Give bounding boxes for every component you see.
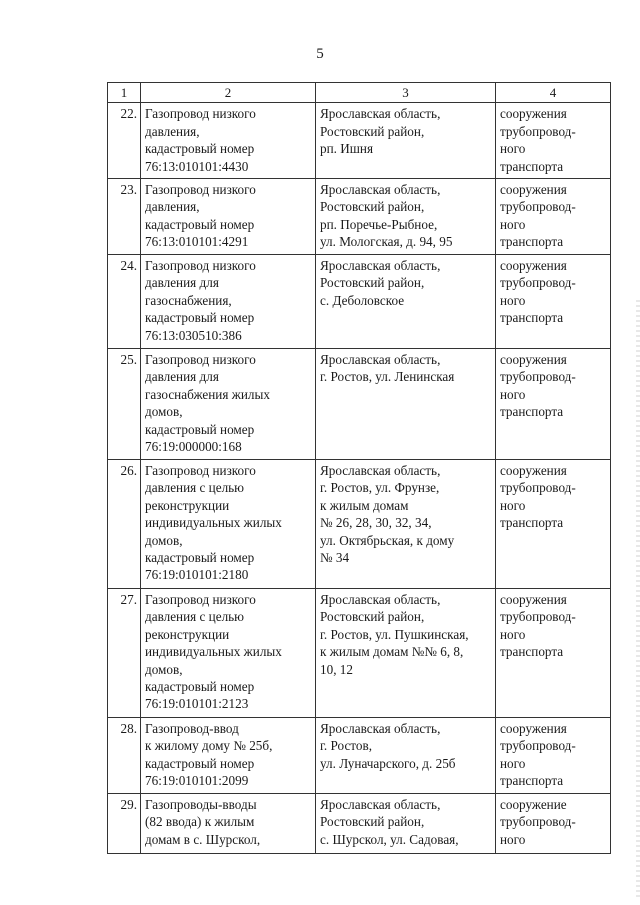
cell-text-line: трубопровод-	[500, 480, 576, 496]
cell-text-line: Ростовский район,	[320, 814, 425, 830]
cell-text-line: 76:13:030510:386	[145, 327, 242, 343]
cell-text-line: домов,	[145, 532, 183, 548]
cell-text-line: рп. Поречье-Рыбное,	[320, 216, 438, 232]
table-row	[108, 349, 611, 460]
cell-object-type	[496, 349, 611, 460]
cell-text-line: г. Ростов,	[320, 738, 373, 754]
cell-text-line: транспорта	[500, 515, 564, 531]
cell-text-line: Газопровод низкого	[145, 106, 256, 122]
cell-text-line: газоснабжения жилых	[145, 386, 270, 402]
cell-text-line: транспорта	[500, 404, 564, 420]
cell-text-line: ного	[500, 626, 526, 642]
cell-text-line: кадастровый номер	[145, 679, 255, 695]
table-row	[108, 460, 611, 589]
column-header-number: 1	[108, 83, 141, 103]
table-header-row	[108, 83, 611, 103]
cell-object-name	[141, 460, 316, 589]
cell-number: 27.	[108, 589, 141, 718]
cell-address	[316, 255, 496, 349]
cell-text-line: реконструкции	[145, 626, 230, 642]
cell-object-name	[141, 794, 316, 854]
cell-text-line: Ростовский район,	[320, 123, 425, 139]
cell-text-line: 76:13:010101:4291	[145, 234, 249, 250]
registry-table	[107, 82, 611, 854]
cell-text-line: давления для	[145, 369, 219, 385]
cell-text-line: реконструкции	[145, 497, 230, 513]
cell-text-line: Ярославская область,	[320, 721, 441, 737]
scan-edge-artifact	[636, 300, 640, 900]
cell-text-line: г. Ростов, ул. Пушкинская,	[320, 626, 469, 642]
cell-text-line: (82 ввода) к жилым	[145, 814, 255, 830]
cell-text-line: Ростовский район,	[320, 609, 425, 625]
cell-object-type	[496, 460, 611, 589]
cell-text-line: к жилым домам	[320, 497, 409, 513]
cell-text-line: кадастровый номер	[145, 550, 255, 566]
cell-text-line: ного	[500, 497, 526, 513]
cell-object-type	[496, 179, 611, 255]
cell-text-line: рп. Ишня	[320, 141, 374, 157]
column-header-address: 3	[316, 83, 496, 103]
cell-text-line: сооружения	[500, 721, 567, 737]
cell-text-line: Газопровод низкого	[145, 592, 256, 608]
cell-text-line: кадастровый номер	[145, 216, 255, 232]
cell-text-line: сооружение	[500, 797, 567, 813]
cell-text-line: транспорта	[500, 158, 564, 174]
table-row	[108, 589, 611, 718]
cell-text-line: трубопровод-	[500, 738, 576, 754]
cell-number: 25.	[108, 349, 141, 460]
cell-text-line: 76:19:010101:2180	[145, 567, 249, 583]
cell-text-line: давления,	[145, 199, 200, 215]
cell-text-line: газоснабжения,	[145, 292, 232, 308]
cell-text-line: г. Ростов, ул. Фрунзе,	[320, 480, 440, 496]
cell-text-line: домов,	[145, 404, 183, 420]
cell-text-line: трубопровод-	[500, 275, 576, 291]
table-row	[108, 718, 611, 794]
cell-text-line: транспорта	[500, 773, 564, 789]
cell-text-line: транспорта	[500, 234, 564, 250]
cell-text-line: 76:19:000000:168	[145, 439, 242, 455]
cell-text-line: Ярославская область,	[320, 797, 441, 813]
cell-text-line: Ярославская область,	[320, 352, 441, 368]
cell-text-line: Ярославская область,	[320, 258, 441, 274]
cell-text-line: ного	[500, 292, 526, 308]
cell-text-line: сооружения	[500, 352, 567, 368]
cell-text-line: ул. Октябрьская, к дому	[320, 532, 455, 548]
column-header-name: 2	[141, 83, 316, 103]
cell-text-line: кадастровый номер	[145, 141, 255, 157]
cell-text-line: 76:19:010101:2123	[145, 696, 249, 712]
cell-text-line: к жилым домам №№ 6, 8,	[320, 644, 464, 660]
cell-text-line: сооружения	[500, 463, 567, 479]
cell-text-line: индивидуальных жилых	[145, 515, 282, 531]
cell-text-line: ул. Мологская, д. 94, 95	[320, 234, 453, 250]
cell-number: 22.	[108, 103, 141, 179]
cell-text-line: № 34	[320, 550, 350, 566]
cell-text-line: трубопровод-	[500, 123, 576, 139]
table-row	[108, 103, 611, 179]
cell-text-line: Ростовский район,	[320, 275, 425, 291]
cell-text-line: с. Шурскол, ул. Садовая,	[320, 831, 459, 847]
cell-text-line: домам в с. Шурскол,	[145, 831, 261, 847]
cell-text-line: давления с целью	[145, 480, 245, 496]
cell-text-line: Газопровод низкого	[145, 258, 256, 274]
cell-text-line: давления с целью	[145, 609, 245, 625]
page-number: 5	[316, 46, 324, 62]
cell-text-line: Ярославская область,	[320, 182, 441, 198]
cell-text-line: ного	[500, 831, 526, 847]
column-header-type: 4	[496, 83, 611, 103]
cell-address	[316, 460, 496, 589]
cell-number: 24.	[108, 255, 141, 349]
cell-text-line: 76:19:010101:2099	[145, 773, 249, 789]
cell-text-line: Ярославская область,	[320, 106, 441, 122]
cell-object-name	[141, 255, 316, 349]
table-row	[108, 794, 611, 854]
cell-address	[316, 349, 496, 460]
cell-text-line: 10, 12	[320, 661, 353, 677]
cell-object-type	[496, 589, 611, 718]
cell-text-line: трубопровод-	[500, 199, 576, 215]
cell-text-line: давления для	[145, 275, 219, 291]
cell-object-name	[141, 103, 316, 179]
cell-text-line: Ярославская область,	[320, 592, 441, 608]
cell-text-line: транспорта	[500, 644, 564, 660]
cell-object-name	[141, 349, 316, 460]
cell-text-line: 76:13:010101:4430	[145, 158, 249, 174]
cell-object-name	[141, 179, 316, 255]
cell-text-line: Газопровод низкого	[145, 352, 256, 368]
cell-address	[316, 718, 496, 794]
cell-text-line: с. Деболовское	[320, 292, 405, 308]
cell-text-line: сооружения	[500, 258, 567, 274]
cell-number: 29.	[108, 794, 141, 854]
cell-text-line: трубопровод-	[500, 369, 576, 385]
cell-text-line: кадастровый номер	[145, 421, 255, 437]
cell-text-line: Газопровод низкого	[145, 463, 256, 479]
cell-text-line: ного	[500, 141, 526, 157]
cell-text-line: Газопровод-ввод	[145, 721, 239, 737]
cell-text-line: кадастровый номер	[145, 310, 255, 326]
cell-object-type	[496, 718, 611, 794]
cell-text-line: Газопровод низкого	[145, 182, 256, 198]
cell-text-line: Ярославская область,	[320, 463, 441, 479]
cell-text-line: Газопроводы-вводы	[145, 797, 257, 813]
cell-text-line: ного	[500, 216, 526, 232]
table-row	[108, 255, 611, 349]
cell-number: 23.	[108, 179, 141, 255]
cell-text-line: кадастровый номер	[145, 755, 255, 771]
cell-address	[316, 103, 496, 179]
cell-text-line: сооружения	[500, 182, 567, 198]
cell-address	[316, 589, 496, 718]
cell-object-type	[496, 103, 611, 179]
cell-text-line: индивидуальных жилых	[145, 644, 282, 660]
cell-text-line: трубопровод-	[500, 609, 576, 625]
cell-text-line: давления,	[145, 123, 200, 139]
cell-text-line: ного	[500, 755, 526, 771]
cell-address	[316, 794, 496, 854]
cell-number: 26.	[108, 460, 141, 589]
cell-text-line: транспорта	[500, 310, 564, 326]
cell-text-line: сооружения	[500, 592, 567, 608]
cell-object-name	[141, 718, 316, 794]
cell-text-line: г. Ростов, ул. Ленинская	[320, 369, 455, 385]
cell-object-type	[496, 794, 611, 854]
cell-text-line: к жилому дому № 25б,	[145, 738, 273, 754]
cell-object-name	[141, 589, 316, 718]
cell-text-line: сооружения	[500, 106, 567, 122]
cell-text-line: трубопровод-	[500, 814, 576, 830]
cell-object-type	[496, 255, 611, 349]
cell-text-line: Ростовский район,	[320, 199, 425, 215]
cell-text-line: № 26, 28, 30, 32, 34,	[320, 515, 432, 531]
cell-text-line: ного	[500, 386, 526, 402]
cell-number: 28.	[108, 718, 141, 794]
cell-text-line: ул. Луначарского, д. 25б	[320, 755, 456, 771]
table-row	[108, 179, 611, 255]
cell-address	[316, 179, 496, 255]
cell-text-line: домов,	[145, 661, 183, 677]
